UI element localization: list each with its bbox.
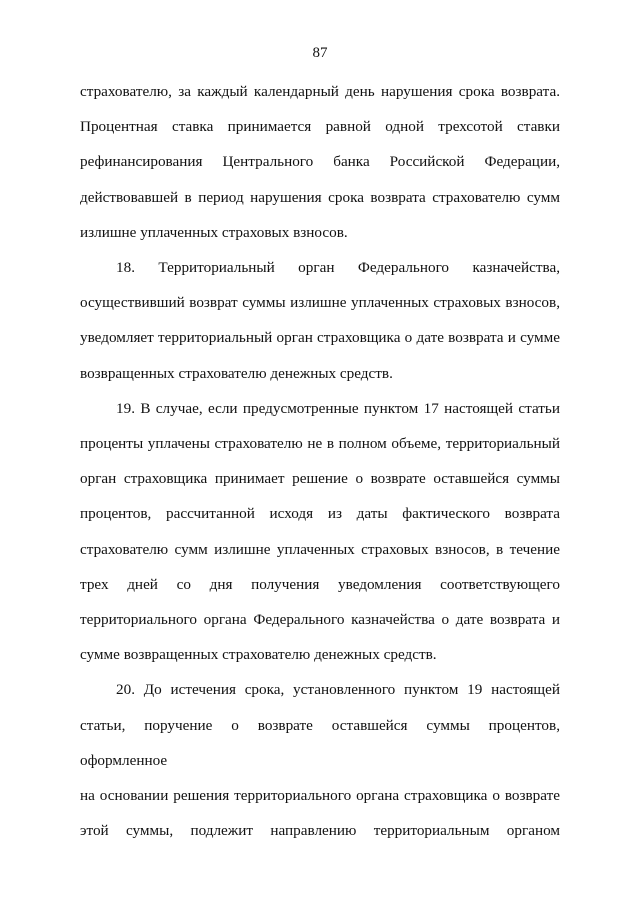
text-line: страхователю, за каждый календарный день нарушения срока возврата. [80, 83, 560, 100]
text-line: территориального органа Федерального казначейства о дате возврата и [80, 611, 560, 629]
text-line: проценты уплачены страхователю не в полном объеме, территориальный [80, 435, 560, 453]
text-line: рефинансирования Центрального банка Российской Федерации, [80, 153, 560, 171]
text-line: трех дней со дня получения уведомления соответствующего [80, 575, 560, 593]
text-line: действовавшей в период нарушения срока возврата страхователю сумм [80, 188, 560, 206]
text-line: 19. В случае, если предусмотренные пунктом 17 настоящей статьи [116, 399, 560, 417]
text-line: осуществивший возврат суммы излишне уплаченных страховых взносов, [80, 294, 560, 312]
text-line: сумме возвращенных страхователю денежных средств. [80, 646, 437, 664]
text-line: 20. До истечения срока, установленного пунктом 19 настоящей [116, 681, 560, 699]
text-line: процентов, рассчитанной исходя из даты фактического возврата [80, 505, 560, 523]
page-number: 87 [312, 45, 328, 61]
text-line: этой суммы, подлежит направлению территориальным органом [80, 822, 560, 840]
text-line: уведомляет территориальный орган страховщика о дате возврата и сумме [80, 329, 560, 347]
text-line: возвращенных страхователю денежных средств. [80, 364, 393, 382]
text-line: на основании решения территориального органа страховщика о возврате [80, 787, 560, 805]
text-line: страхователю сумм излишне уплаченных страховых взносов, в течение [80, 540, 560, 558]
document-body [80, 74, 560, 848]
text-line: Процентная ставка принимается равной одной трехсотой ставки [80, 118, 560, 136]
text-line: 18. Территориальный орган Федерального казначейства, [116, 259, 560, 277]
text-line: статьи, поручение о возврате оставшейся суммы процентов, оформленное [80, 716, 560, 769]
text-line: излишне уплаченных страховых взносов. [80, 223, 348, 241]
text-line: орган страховщика принимает решение о возврате оставшейся суммы [80, 470, 560, 488]
